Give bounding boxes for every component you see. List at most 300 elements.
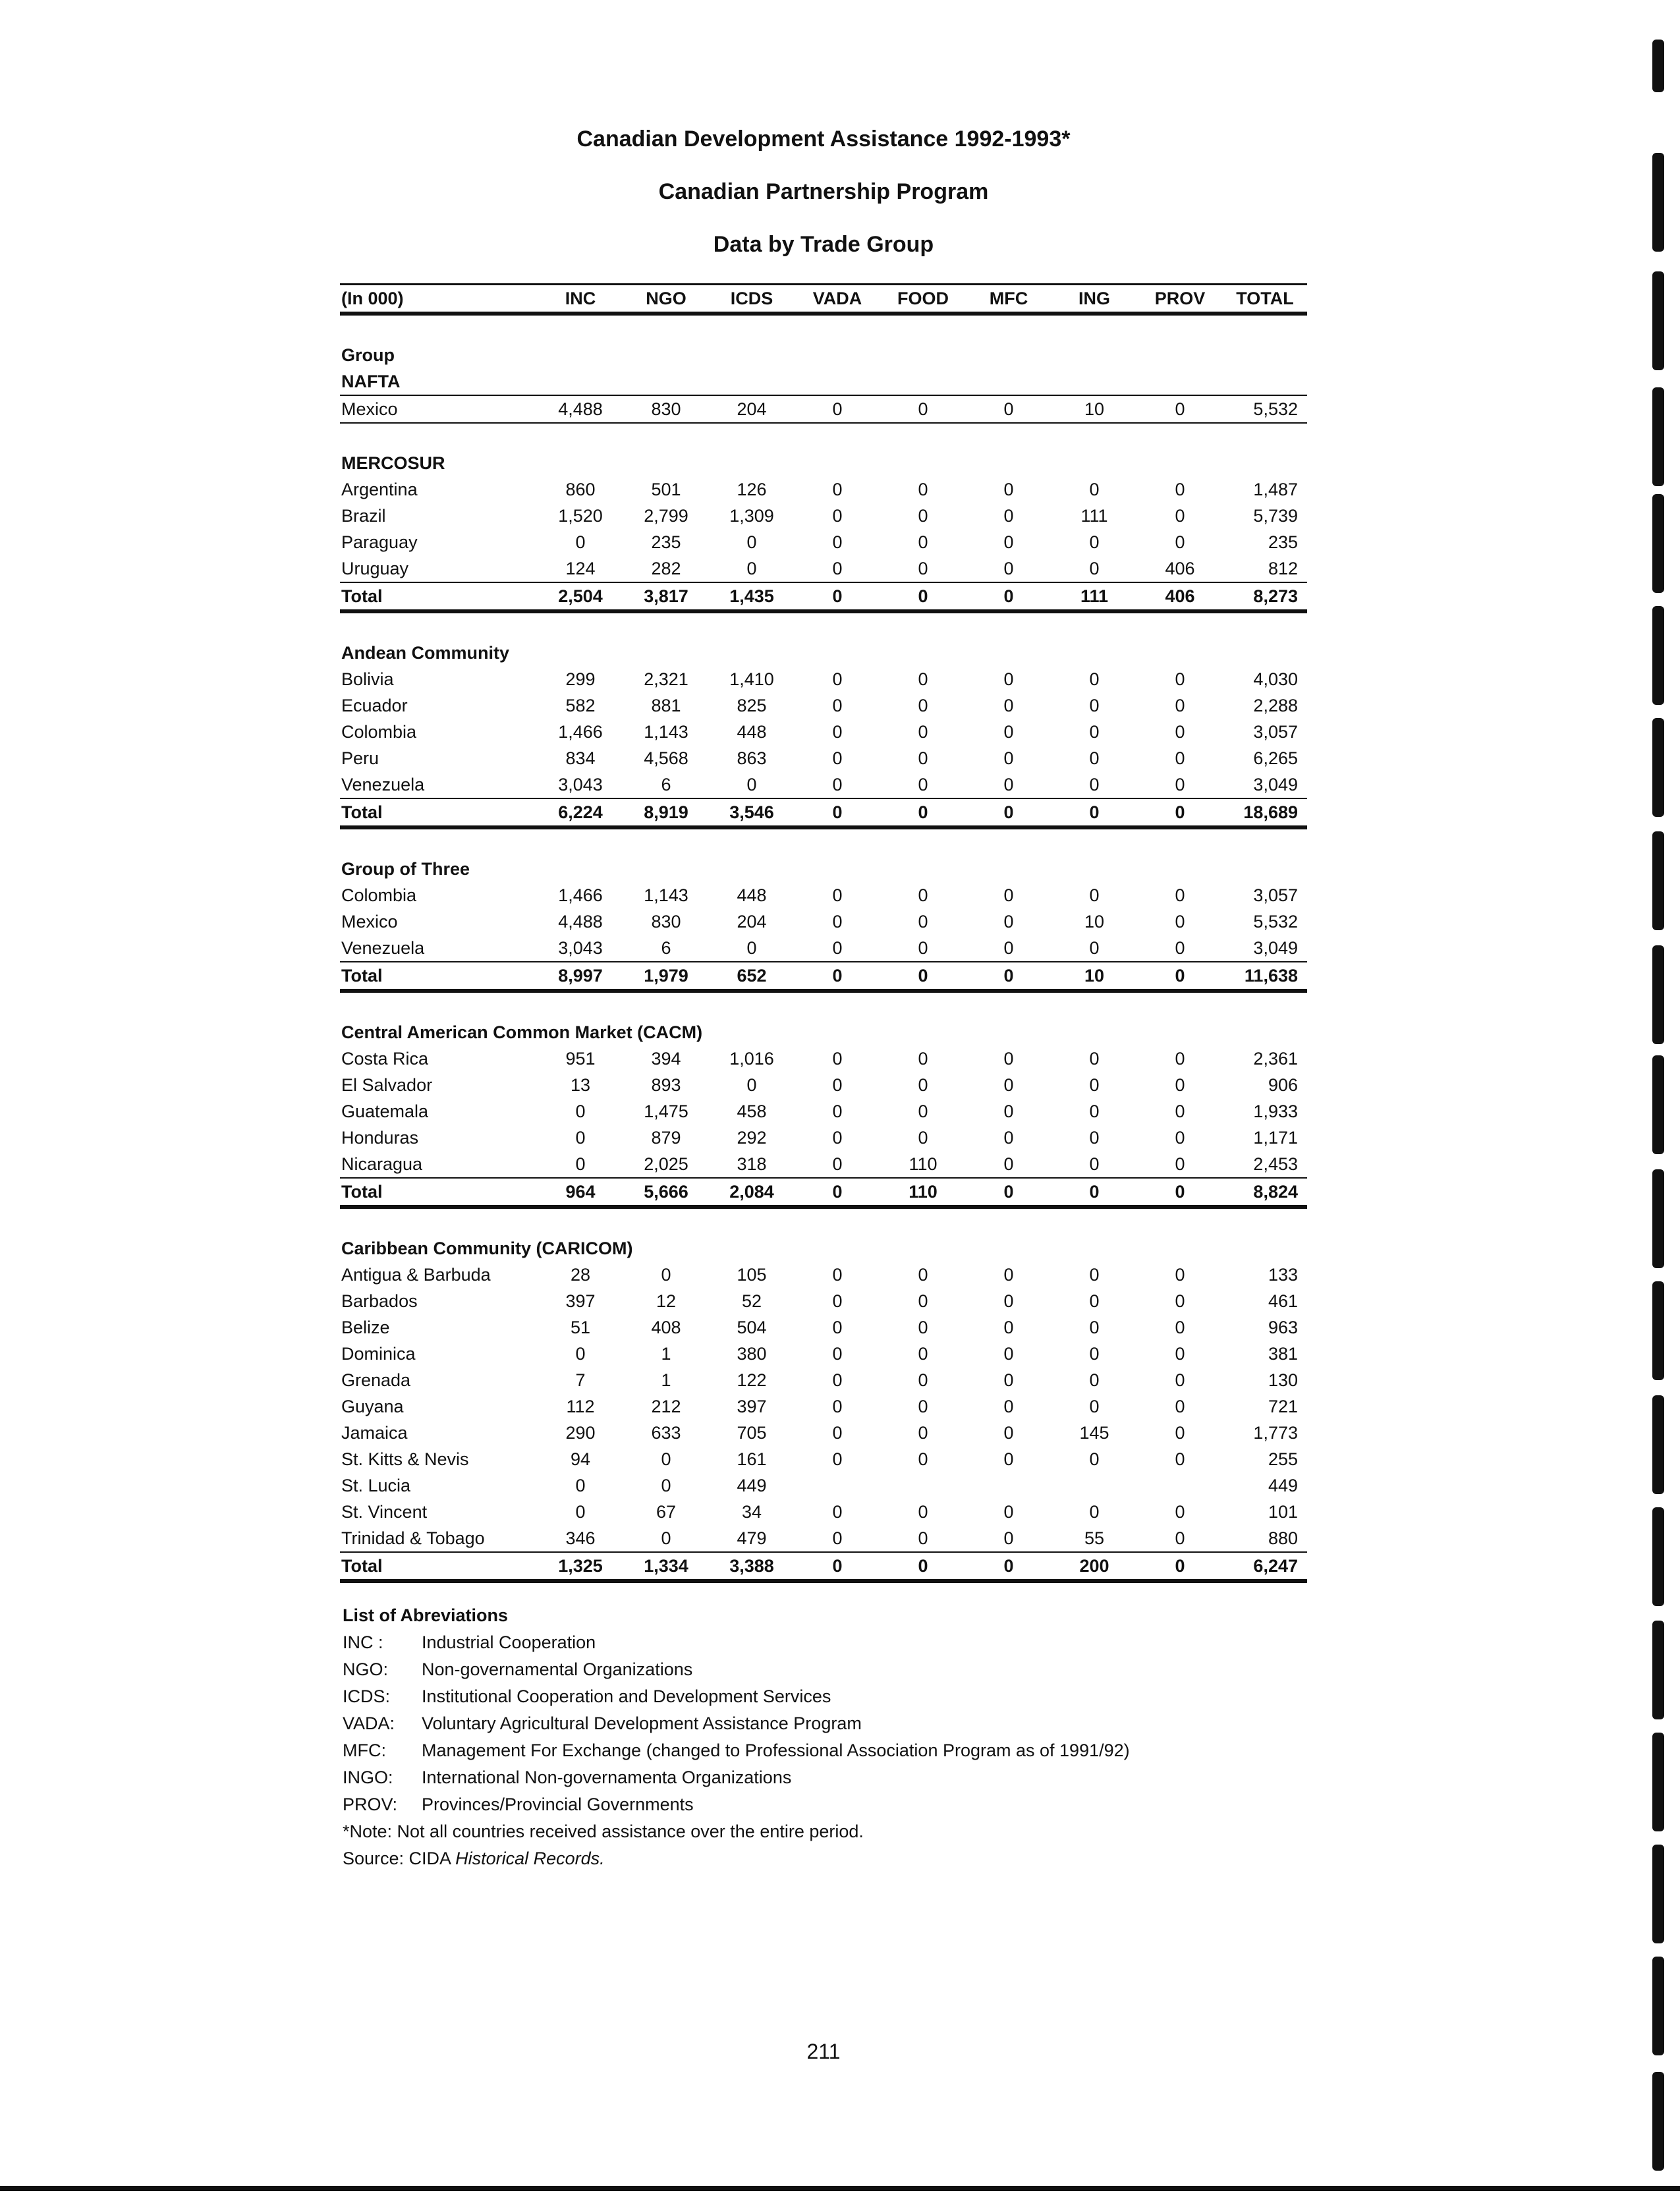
abbreviation-value: Management For Exchange (changed to Professional Association Program as of 1991/92)	[422, 1740, 1130, 1760]
table-row	[340, 476, 1307, 503]
total-cell: 101	[1268, 1502, 1298, 1522]
ing-cell: 0	[1089, 885, 1100, 905]
table-row	[340, 666, 1307, 692]
abbreviation-key: NGO:	[343, 1659, 389, 1679]
food-cell: 0	[918, 1344, 928, 1364]
abbreviation-item	[343, 1737, 1130, 1764]
country-cell: St. Kitts & Nevis	[341, 1449, 469, 1469]
country-cell: Peru	[341, 748, 379, 768]
abbreviation-title: List of Abreviations	[343, 1605, 509, 1625]
ngo-cell: 6	[623, 771, 709, 798]
vada-cell: 0	[795, 555, 880, 582]
prov-cell: 406	[1137, 555, 1223, 582]
mfc-cell: 0	[1003, 1344, 1014, 1364]
ing-cell: 0	[1089, 1318, 1100, 1337]
total-cell: 3,057	[1253, 722, 1298, 742]
inc-cell: 0	[575, 1101, 586, 1121]
binder-hole-mark	[1652, 40, 1664, 92]
mfc-cell: 0	[966, 1525, 1051, 1552]
country-cell: Bolivia	[341, 669, 394, 689]
vada-cell: 0	[795, 1525, 880, 1552]
vada-cell: 0	[832, 1101, 843, 1121]
ing-cell: 0	[1089, 748, 1100, 768]
mfc-cell: 0	[1003, 506, 1014, 526]
table-row	[340, 1341, 1307, 1367]
total-cell: 2,361	[1253, 1049, 1298, 1069]
total-cell: 449	[1268, 1476, 1298, 1495]
ngo-cell: 0	[623, 1525, 709, 1552]
vada-cell: 0	[795, 1178, 880, 1207]
total-cell: 3,049	[1223, 771, 1307, 798]
ngo-cell: 0	[661, 1449, 671, 1469]
inc-cell: 0	[575, 1344, 586, 1364]
inc-cell: 51	[570, 1318, 591, 1337]
inc-cell: 7	[575, 1370, 586, 1390]
table-row	[340, 395, 1307, 423]
ngo-cell: 408	[651, 1318, 681, 1337]
ing-cell: 0	[1089, 722, 1100, 742]
food-cell: 0	[918, 480, 928, 499]
icds-cell: 1,016	[729, 1049, 774, 1069]
binder-hole-mark	[1652, 1845, 1664, 1943]
food-cell	[880, 1472, 966, 1499]
mfc-cell: 0	[1003, 1370, 1014, 1390]
ngo-cell: 0	[661, 1476, 671, 1495]
country-cell: Brazil	[341, 506, 386, 526]
food-cell: 0	[918, 532, 928, 552]
spacer-row	[340, 991, 1307, 1019]
vada-cell: 0	[795, 771, 880, 798]
vada-cell: 0	[832, 532, 843, 552]
country-cell: Colombia	[341, 722, 417, 742]
icds-cell: 705	[737, 1423, 767, 1443]
vada-cell: 0	[832, 1291, 843, 1311]
country-cell: Guatemala	[341, 1101, 429, 1121]
mfc-cell: 0	[1003, 748, 1014, 768]
ing-cell: 55	[1051, 1525, 1137, 1552]
ing-cell: 0	[1051, 771, 1137, 798]
inc-cell: 112	[566, 1397, 595, 1416]
food-cell: 0	[918, 1075, 928, 1095]
prov-cell: 0	[1175, 748, 1185, 768]
country-cell: Total	[340, 582, 538, 611]
food-cell: 0	[880, 798, 966, 827]
page-number: 211	[806, 2040, 841, 2063]
inc-cell: 0	[575, 1128, 586, 1148]
mfc-cell: 0	[1003, 1075, 1014, 1095]
food-cell: 0	[918, 1128, 928, 1148]
abbreviation-item	[343, 1764, 1130, 1791]
icds-cell: 652	[709, 962, 795, 991]
mercosur-total-row	[340, 582, 1307, 611]
inc-cell: 290	[565, 1423, 596, 1443]
icds-cell: 105	[737, 1265, 767, 1285]
table-row	[340, 692, 1307, 719]
food-cell: 0	[918, 722, 928, 742]
food-cell: 0	[918, 912, 928, 932]
binder-hole-mark	[1652, 153, 1664, 252]
mfc-cell: 0	[1003, 722, 1014, 742]
mfc-cell: 0	[1003, 1318, 1014, 1337]
country-cell: Mexico	[341, 912, 398, 932]
ing-cell: 0	[1089, 1291, 1100, 1311]
food-cell: 0	[918, 506, 928, 526]
document-title: Canadian Development Assistance 1992-1993*	[576, 126, 1071, 152]
abbreviation-value: Provinces/Provincial Governments	[422, 1795, 694, 1814]
inc-cell: 346	[538, 1525, 623, 1552]
prov-cell: 0	[1137, 935, 1223, 962]
source-line: Source: CIDA Historical Records.	[343, 1849, 605, 1868]
ing-cell: 0	[1051, 555, 1137, 582]
country-cell: St. Lucia	[341, 1476, 411, 1495]
ngo-cell: 2,025	[623, 1151, 709, 1178]
icds-cell: 52	[741, 1291, 762, 1311]
header-food: FOOD	[897, 289, 949, 308]
binder-hole-mark	[1652, 2072, 1664, 2171]
header-ing: ING	[1078, 289, 1110, 308]
ngo-cell: 5,666	[623, 1178, 709, 1207]
food-cell: 0	[918, 748, 928, 768]
icds-cell: 449	[737, 1476, 767, 1495]
ing-cell: 10	[1051, 962, 1137, 991]
total-cell: 721	[1268, 1397, 1298, 1416]
prov-cell: 0	[1137, 962, 1223, 991]
total-cell: 880	[1223, 1525, 1307, 1552]
total-cell: 11,638	[1223, 962, 1307, 991]
total-cell: 5,739	[1253, 506, 1298, 526]
abbreviation-key: MFC:	[343, 1740, 386, 1760]
prov-cell: 0	[1137, 771, 1223, 798]
mfc-cell: 0	[1003, 1049, 1014, 1069]
ngo-cell: 830	[623, 395, 709, 423]
binder-hole-mark	[1652, 945, 1664, 1044]
ing-cell: 0	[1089, 1101, 1100, 1121]
mfc-cell: 0	[1003, 885, 1014, 905]
mfc-cell: 0	[966, 555, 1051, 582]
prov-cell: 0	[1137, 1552, 1223, 1581]
icds-cell: 3,388	[709, 1552, 795, 1581]
prov-cell: 0	[1175, 532, 1185, 552]
table-row	[340, 529, 1307, 555]
ing-cell: 200	[1051, 1552, 1137, 1581]
country-cell: Mexico	[340, 395, 538, 423]
spacer-row	[340, 1207, 1307, 1235]
header-prov: PROV	[1154, 289, 1206, 308]
ngo-cell: 1	[661, 1344, 671, 1364]
vada-cell: 0	[795, 1552, 880, 1581]
prov-cell: 0	[1175, 1075, 1185, 1095]
vada-cell: 0	[832, 1449, 843, 1469]
food-cell: 110	[880, 1178, 966, 1207]
prov-cell: 0	[1175, 506, 1185, 526]
ing-cell: 0	[1089, 669, 1100, 689]
country-cell: Total	[340, 1552, 538, 1581]
inc-cell: 582	[565, 696, 596, 715]
inc-cell: 834	[565, 748, 596, 768]
abbreviation-value: Industrial Cooperation	[422, 1632, 596, 1652]
binder-hole-mark	[1652, 1733, 1664, 1831]
vada-cell: 0	[795, 962, 880, 991]
ing-cell: 10	[1084, 912, 1105, 932]
total-cell: 3,057	[1253, 885, 1298, 905]
header-total: TOTAL	[1236, 289, 1294, 308]
country-cell: Total	[340, 962, 538, 991]
food-cell: 0	[918, 1423, 928, 1443]
country-cell: Costa Rica	[341, 1049, 429, 1069]
food-cell: 0	[880, 555, 966, 582]
icds-cell: 126	[737, 480, 767, 499]
food-cell: 110	[880, 1151, 966, 1178]
food-cell: 0	[880, 1552, 966, 1581]
icds-cell: 397	[737, 1397, 767, 1416]
binder-hole-mark	[1652, 718, 1664, 817]
vada-cell: 0	[832, 1128, 843, 1148]
table-row	[340, 1393, 1307, 1420]
ngo-cell: 6	[623, 935, 709, 962]
table-row	[340, 1288, 1307, 1314]
mfc-cell: 0	[966, 962, 1051, 991]
inc-cell: 1,466	[558, 722, 603, 742]
icds-cell: 504	[737, 1318, 767, 1337]
header-ngo: NGO	[646, 289, 686, 308]
food-cell: 0	[918, 1265, 928, 1285]
country-cell: Jamaica	[341, 1423, 408, 1443]
ngo-cell: 501	[651, 480, 681, 499]
ngo-cell: 879	[651, 1128, 681, 1148]
abbreviation-value: Institutional Cooperation and Development Services	[422, 1686, 831, 1706]
vada-cell: 0	[795, 798, 880, 827]
abbreviation-item	[343, 1656, 1130, 1683]
ngo-cell: 3,817	[623, 582, 709, 611]
prov-cell: 0	[1175, 1423, 1185, 1443]
prov-cell: 0	[1175, 1502, 1185, 1522]
ing-cell: 0	[1051, 798, 1137, 827]
food-cell: 0	[880, 582, 966, 611]
andean-community-heading-row	[340, 640, 1307, 666]
icds-cell: 0	[746, 532, 757, 552]
table-row	[340, 1499, 1307, 1525]
abbreviation-value: Voluntary Agricultural Development Assistance Program	[422, 1713, 862, 1733]
total-cell: 130	[1268, 1370, 1298, 1390]
prov-cell: 0	[1137, 798, 1223, 827]
icds-cell: 1,309	[729, 506, 774, 526]
binder-hole-mark	[1652, 1621, 1664, 1719]
table-row	[340, 908, 1307, 935]
country-cell: Uruguay	[340, 555, 538, 582]
mfc-cell: 0	[1003, 480, 1014, 499]
mfc-cell: 0	[966, 1552, 1051, 1581]
inc-cell: 1,520	[558, 506, 603, 526]
icds-cell: 0	[746, 1075, 757, 1095]
group-label: NAFTA	[341, 372, 401, 391]
ing-cell: 0	[1089, 480, 1100, 499]
total-cell: 906	[1268, 1075, 1298, 1095]
food-cell: 0	[918, 1449, 928, 1469]
icds-cell: 0	[709, 555, 795, 582]
table-row	[340, 745, 1307, 771]
ngo-cell: 2,799	[644, 506, 688, 526]
total-cell: 812	[1223, 555, 1307, 582]
program-subtitle: Canadian Partnership Program	[658, 179, 989, 204]
table-row	[340, 1045, 1307, 1072]
spacer-row	[340, 827, 1307, 856]
binder-hole-mark	[1652, 271, 1664, 370]
table-row	[340, 1446, 1307, 1472]
spacer-row	[340, 314, 1307, 342]
inc-cell: 28	[570, 1265, 591, 1285]
ing-cell: 111	[1051, 582, 1137, 611]
table-row	[340, 1472, 1307, 1499]
ing-cell: 0	[1089, 1075, 1100, 1095]
table-row	[340, 1072, 1307, 1098]
vada-cell: 0	[832, 748, 843, 768]
total-cell: 6,265	[1253, 748, 1298, 768]
prov-cell: 0	[1175, 912, 1185, 932]
inc-cell: 0	[538, 1151, 623, 1178]
total-cell: 3,049	[1223, 935, 1307, 962]
prov-cell: 0	[1175, 1344, 1185, 1364]
ing-cell: 145	[1079, 1423, 1109, 1443]
mfc-cell: 0	[1003, 1101, 1014, 1121]
vada-cell: 0	[832, 885, 843, 905]
table-row	[340, 1125, 1307, 1151]
food-cell: 0	[918, 1370, 928, 1390]
country-cell: Guyana	[341, 1397, 404, 1416]
icds-cell: 0	[709, 935, 795, 962]
table-row	[340, 771, 1307, 798]
ngo-cell: 235	[651, 532, 681, 552]
prov-cell: 0	[1137, 395, 1223, 423]
ing-cell: 0	[1051, 1178, 1137, 1207]
total-cell: 461	[1268, 1291, 1298, 1311]
scan-edge-line	[0, 2186, 1680, 2191]
prov-cell: 0	[1175, 1370, 1185, 1390]
table-row	[340, 882, 1307, 908]
table-row	[340, 1420, 1307, 1446]
food-cell: 0	[880, 935, 966, 962]
ing-cell: 0	[1089, 1502, 1100, 1522]
vada-cell: 0	[832, 696, 843, 715]
ngo-cell: 8,919	[623, 798, 709, 827]
group-label: Caribbean Community (CARICOM)	[341, 1239, 633, 1258]
food-cell: 0	[880, 1525, 966, 1552]
country-cell: El Salvador	[341, 1075, 433, 1095]
food-cell: 0	[918, 1502, 928, 1522]
abbreviation-key: VADA:	[343, 1713, 395, 1733]
vada-cell: 0	[832, 1318, 843, 1337]
inc-cell: 0	[575, 532, 586, 552]
vada-cell: 0	[832, 1075, 843, 1095]
icds-cell: 34	[741, 1502, 762, 1522]
prov-cell: 0	[1137, 1525, 1223, 1552]
ing-cell	[1051, 1472, 1137, 1499]
total-cell: 133	[1268, 1265, 1298, 1285]
total-cell: 4,030	[1253, 669, 1298, 689]
header-icds: ICDS	[730, 289, 773, 308]
mfc-cell: 0	[1003, 1502, 1014, 1522]
inc-cell: 4,488	[558, 912, 603, 932]
icds-cell: 1,410	[729, 669, 774, 689]
group-label: Group of Three	[341, 859, 470, 879]
prov-cell: 0	[1137, 1178, 1223, 1207]
total-cell: 8,273	[1223, 582, 1307, 611]
binder-hole-mark	[1652, 494, 1664, 593]
mfc-cell: 0	[1003, 669, 1014, 689]
prov-cell: 0	[1175, 1128, 1185, 1148]
prov-cell: 0	[1175, 1101, 1185, 1121]
ing-cell: 0	[1089, 1128, 1100, 1148]
total-cell: 2,453	[1223, 1151, 1307, 1178]
country-cell: Venezuela	[340, 771, 538, 798]
mfc-cell: 0	[1003, 696, 1014, 715]
group-label: Group	[341, 345, 395, 365]
inc-cell: 1,466	[558, 885, 603, 905]
table-row	[340, 1262, 1307, 1288]
table-row	[340, 1367, 1307, 1393]
prov-cell: 0	[1175, 669, 1185, 689]
andean-community-total-row	[340, 798, 1307, 827]
inc-cell: 2,504	[538, 582, 623, 611]
vada-cell: 0	[832, 1397, 843, 1416]
binder-hole-mark	[1652, 1507, 1664, 1606]
inc-cell: 6,224	[538, 798, 623, 827]
inc-cell: 964	[538, 1178, 623, 1207]
caricom-heading-row	[340, 1235, 1307, 1262]
food-cell: 0	[918, 1318, 928, 1337]
table-row	[340, 719, 1307, 745]
prov-cell: 0	[1175, 885, 1185, 905]
total-cell: 8,824	[1223, 1178, 1307, 1207]
inc-cell: 1,325	[538, 1552, 623, 1581]
table-row	[340, 1525, 1307, 1552]
total-cell: 1,773	[1253, 1423, 1298, 1443]
ngo-cell: 1,979	[623, 962, 709, 991]
ngo-cell: 1,143	[644, 885, 688, 905]
mfc-cell: 0	[1003, 1423, 1014, 1443]
abbreviation-item	[343, 1710, 1130, 1737]
icds-cell: 448	[737, 722, 767, 742]
total-cell: 5,532	[1223, 395, 1307, 423]
vada-cell: 0	[795, 935, 880, 962]
mfc-cell: 0	[1003, 1449, 1014, 1469]
icds-cell: 479	[709, 1525, 795, 1552]
group-heading-row	[340, 342, 1307, 368]
country-cell: Total	[340, 798, 538, 827]
ing-cell: 0	[1051, 935, 1137, 962]
group-of-three-total-row	[340, 962, 1307, 991]
vada-cell: 0	[795, 395, 880, 423]
table-row	[340, 503, 1307, 529]
icds-cell: 825	[737, 696, 767, 715]
icds-cell: 0	[709, 771, 795, 798]
inc-cell: 4,488	[538, 395, 623, 423]
icds-cell: 2,084	[709, 1178, 795, 1207]
table-header-row	[340, 285, 1307, 314]
ngo-cell: 0	[661, 1265, 671, 1285]
country-cell: Nicaragua	[340, 1151, 538, 1178]
total-cell: 5,532	[1253, 912, 1298, 932]
table-row	[340, 1314, 1307, 1341]
mfc-cell	[966, 1472, 1051, 1499]
total-cell: 2,288	[1253, 696, 1298, 715]
prov-cell: 406	[1137, 582, 1223, 611]
icds-cell: 292	[737, 1128, 767, 1148]
header-inc: INC	[565, 289, 596, 308]
mercosur-heading-row	[340, 450, 1307, 476]
footnote: *Note: Not all countries received assistance over the entire period.	[343, 1822, 864, 1841]
binder-hole-mark	[1652, 1395, 1664, 1494]
vada-cell: 0	[832, 480, 843, 499]
